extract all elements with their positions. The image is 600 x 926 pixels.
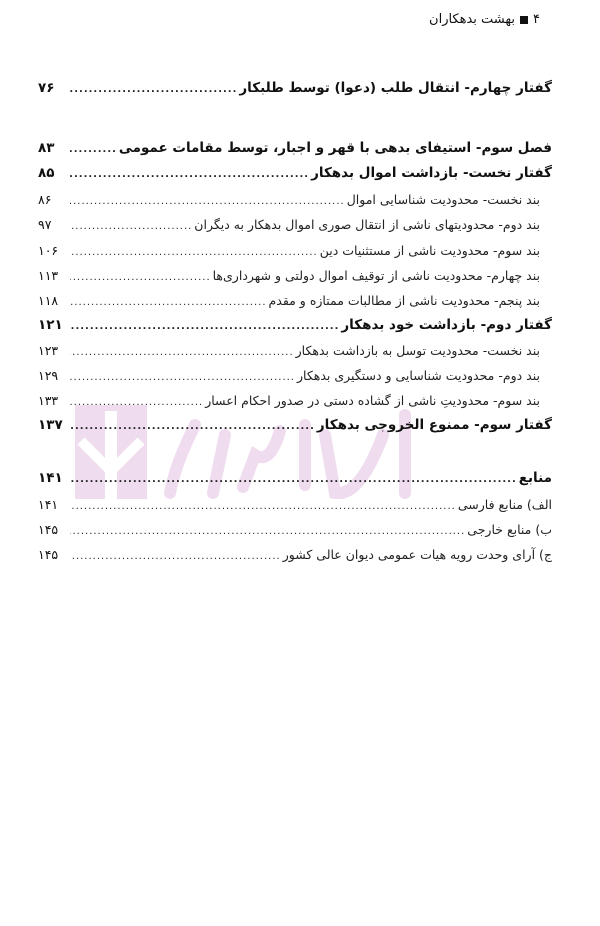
toc-entry-title: ب) منابع خارجی	[467, 522, 552, 537]
toc-entry-page: ۸۳	[38, 140, 55, 156]
toc-entry-title: بند نخست- محدودیت شناسایی اموال	[346, 192, 540, 207]
toc-entry-clause[interactable]	[38, 243, 552, 258]
dot-leader	[70, 551, 281, 562]
dot-leader	[70, 397, 203, 408]
toc-entry-page: ۷۶	[38, 80, 55, 96]
toc-entry-title: بند دوم- محدودیت شناسایی و دستگیری بدهکار	[296, 368, 540, 383]
toc-entry-title: بند سوم- محدودیت ناشی از مستثنیات دین	[319, 243, 540, 258]
toc-entry-section[interactable]	[38, 140, 552, 156]
running-header	[429, 12, 540, 27]
toc-entry-clause[interactable]	[38, 293, 552, 308]
dot-leader	[70, 196, 345, 207]
toc-entry-page: ۱۴۱	[38, 470, 63, 486]
toc-entry-page: ۱۱۸	[38, 293, 59, 308]
toc-entry-clause[interactable]	[38, 547, 552, 562]
toc-entry-clause[interactable]	[38, 497, 552, 512]
toc-entry-clause[interactable]	[38, 368, 552, 383]
toc-entry-page: ۱۳۷	[38, 417, 63, 433]
toc-entry-clause[interactable]	[38, 268, 552, 283]
dot-leader	[70, 526, 465, 537]
toc-entry-page: ۱۴۵	[38, 547, 59, 562]
toc-entry-title: ج) آرای وحدت رویه هیات عمومی دیوان عالی کشور	[282, 547, 552, 562]
dot-leader	[70, 372, 295, 383]
square-bullet-icon	[520, 16, 528, 24]
dot-leader	[70, 321, 339, 332]
toc-entry-page: ۹۷	[38, 217, 52, 232]
book-title: بهشت بدهکاران	[429, 12, 516, 27]
toc-entry-page: ۱۴۵	[38, 522, 59, 537]
dot-leader	[70, 144, 117, 155]
toc-entry-title: گفتار سوم- ممنوع الخروجی بدهکار	[316, 417, 552, 433]
toc-entry-clause[interactable]	[38, 343, 552, 358]
toc-entry-clause[interactable]	[38, 522, 552, 537]
toc-entry-title: فصل سوم- استیفای بدهی با قهر و اجبار، توسط مقامات عمومی	[118, 140, 552, 156]
toc-entry-title: گفتار نخست- بازداشت اموال بدهکار	[311, 165, 552, 181]
toc-entry-clause[interactable]	[38, 192, 552, 207]
dot-leader	[70, 169, 309, 180]
dot-leader	[70, 84, 237, 95]
dot-leader	[70, 474, 517, 485]
dot-leader	[70, 501, 456, 512]
dot-leader	[70, 221, 192, 232]
toc-entry-title: الف) منابع فارسی	[457, 497, 552, 512]
toc-entry-title: بند دوم- محدودیتهای ناشی از انتقال صوری اموال بدهکار به دیگران	[194, 217, 540, 232]
toc-entry-title: بند سوم- محدودیتِ ناشی از گشاده دستی در صدور احکام اعسار	[205, 393, 540, 408]
toc-entry-clause[interactable]	[38, 217, 552, 232]
toc-entry-page: ۱۳۳	[38, 393, 59, 408]
toc-entry-title: بند چهارم- محدودیت ناشی از توقیف اموال دولتی و شهرداری‌ها	[212, 268, 540, 283]
toc-entry-page: ۱۴۱	[38, 497, 59, 512]
toc-entry-clause[interactable]	[38, 393, 552, 408]
dot-leader	[70, 247, 318, 258]
toc-entry-page: ۸۶	[38, 192, 52, 207]
toc-entry-chapter-part[interactable]	[38, 165, 552, 181]
toc-entry-title: منابع	[518, 470, 552, 486]
toc-entry-page: ۱۲۳	[38, 343, 59, 358]
toc-entry-title: گفتار چهارم- انتقال طلب (دعوا) توسط طلبکار	[239, 80, 552, 96]
toc-entry-page: ۱۲۱	[38, 317, 63, 333]
toc-entry-section[interactable]	[38, 470, 552, 486]
toc-entry-title: بند پنجم- محدودیت ناشی از مطالبات ممتازه و مقدم	[268, 293, 540, 308]
page-number: ۴	[533, 12, 540, 27]
toc-entry-page: ۸۵	[38, 165, 55, 181]
dot-leader	[70, 297, 267, 308]
toc-entry-page: ۱۰۶	[38, 243, 59, 258]
dot-leader	[70, 421, 315, 432]
toc-entry-title: گفتار دوم- بازداشت خود بدهکار	[341, 317, 552, 333]
toc-entry-title: بند نخست- محدودیت توسل به بازداشت بدهکار	[295, 343, 540, 358]
toc-entry-chapter-part[interactable]	[38, 80, 552, 96]
toc-entry-page: ۱۲۹	[38, 368, 59, 383]
toc-entry-page: ۱۱۳	[38, 268, 59, 283]
toc-entry-chapter-part[interactable]	[38, 317, 552, 333]
dot-leader	[70, 347, 294, 358]
dot-leader	[70, 272, 211, 283]
toc-entry-chapter-part[interactable]	[38, 417, 552, 433]
